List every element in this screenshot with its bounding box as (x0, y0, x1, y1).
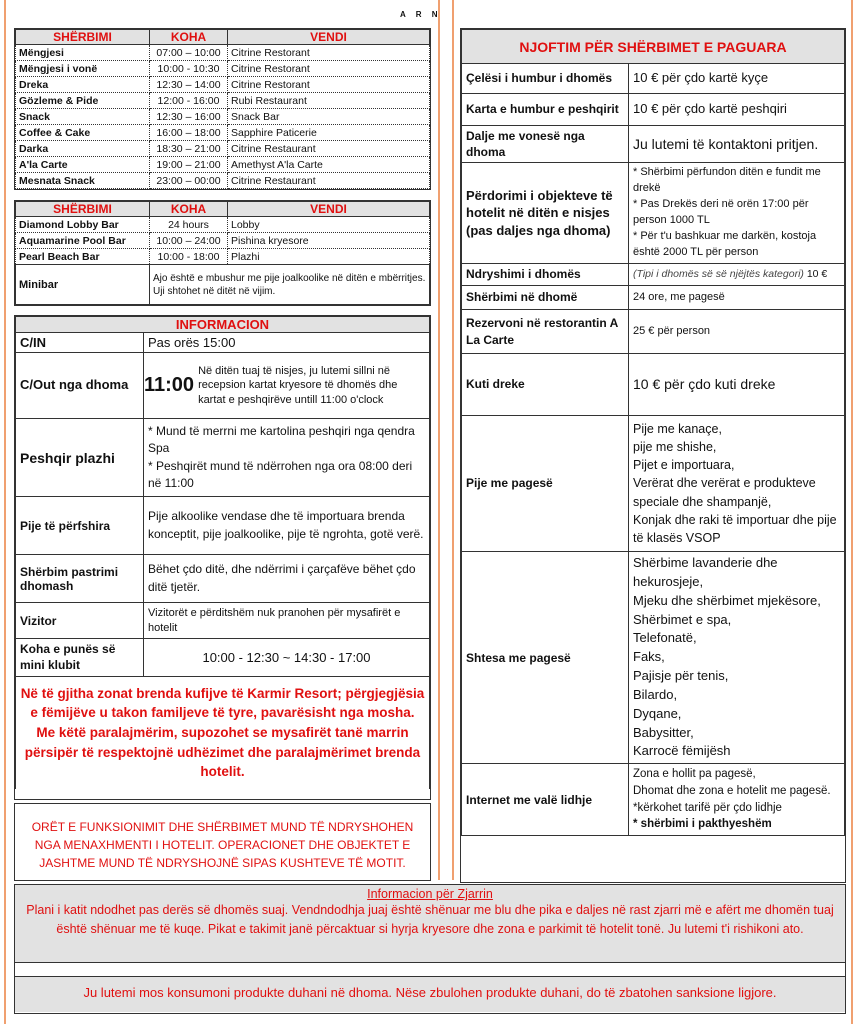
service-time: 12:30 – 14:00 (150, 77, 228, 93)
bar-schedule (14, 200, 431, 306)
paid-service-value (629, 94, 845, 126)
beach-towel-text: * Mund të merrni me kartolina peshqiri nga qendra Spa * Peshqirët mund të ndërrohen nga ora 08:00 deri në 11:00 (144, 419, 430, 497)
left-border-line (4, 0, 6, 1024)
visitor-label: Vizitor (16, 603, 144, 639)
schedule-row (16, 173, 430, 189)
paid-service-label: Dalje me vonesë nga dhoma (462, 126, 629, 163)
service-name: Aquamarine Pool Bar (16, 233, 150, 249)
service-place: Snack Bar (228, 109, 430, 125)
paid-service-label: Rezervoni në restorantin A La Carte (462, 310, 629, 354)
schedule-row (16, 109, 430, 125)
center-left-line (438, 0, 440, 880)
paid-service-row (462, 126, 845, 163)
paid-services-title: NJOFTIM PËR SHËRBIMET E PAGUARA (462, 30, 845, 64)
col-service: SHËRBIMI (16, 30, 150, 45)
paid-service-value (629, 163, 845, 264)
col-service: SHËRBIMI (16, 202, 150, 217)
right-border-line (851, 0, 853, 1024)
paid-service-label: Shtesa me pagesë (462, 552, 629, 764)
information-box (14, 315, 431, 800)
schedule-row (16, 141, 430, 157)
paid-service-text: 10 € për çdo kuti dreke (633, 376, 776, 393)
fire-info-title: Informacion për Zjarrin (367, 887, 493, 901)
room-change-price: 10 € (803, 267, 828, 280)
schedule-row (16, 233, 430, 249)
corner-code: A R N (400, 10, 442, 19)
paid-service-row (462, 94, 845, 126)
miniclub-label: Koha e punës së mini klubit (16, 639, 144, 677)
service-place: Citrine Restaurant (228, 141, 430, 157)
paid-service-row (462, 163, 845, 264)
room-change-note: (Tipi i dhomës së së njëjtës kategori) (633, 267, 804, 280)
paid-service-row (462, 354, 845, 416)
service-time: 19:00 – 21:00 (150, 157, 228, 173)
service-time: 10:00 – 24:00 (150, 233, 228, 249)
service-place: Rubi Restaurant (228, 93, 430, 109)
paid-service-label: Shërbimi në dhomë (462, 286, 629, 310)
service-time: 12:00 - 16:00 (150, 93, 228, 109)
service-name: Mesnata Snack (16, 173, 150, 189)
paid-service-row (462, 310, 845, 354)
service-place: Citrine Restorant (228, 61, 430, 77)
paid-service-row (462, 286, 845, 310)
paid-service-text: 24 ore, me pagesë (633, 290, 725, 303)
tobacco-warning: Ju lutemi mos konsumoni produkte duhani në dhoma. Nëse zbulohen produkte duhani, do të zbatohen sanksione ligjore. (15, 977, 845, 1012)
cleaning-text: Bëhet çdo ditë, dhe ndërrimi i çarçafëve bëhet çdo ditë tjetër. (144, 555, 430, 603)
schedule-row (16, 125, 430, 141)
paid-service-value (629, 310, 845, 354)
paid-service-label: Ndryshimi i dhomës (462, 264, 629, 286)
hours-notice: ORËT E FUNKSIONIMIT DHE SHËRBIMET MUND TË NDRYSHOHEN NGA MENAXHMENTI I HOTELIT. OPERACIONET DHE OBJEKTET E JASHTME MUND TË NDRYSHOJNË SIPAS KUSHTEVE TË MOTIT. (14, 803, 431, 881)
included-drinks-text: Pije alkoolike vendase dhe të importuara brenda konceptit, pije joalkoolike, pije të ngrohta, gotë verë. (144, 497, 430, 555)
schedule-row (16, 249, 430, 265)
schedule-row (16, 217, 430, 233)
paid-service-value (629, 286, 845, 310)
paid-service-label: Çelësi i humbur i dhomës (462, 64, 629, 94)
paid-service-value (629, 764, 845, 836)
service-place: Citrine Restorant (228, 77, 430, 93)
minibar-text: Ajo është e mbushur me pije joalkoolike në ditën e mbërritjes. Uji shtohet në ditët në vijim. (150, 265, 430, 305)
paid-service-value (629, 126, 845, 163)
service-time: 24 hours (150, 217, 228, 233)
visitor-text: Vizitorët e përditshëm nuk pranohen për mysafirët e hotelit (144, 603, 430, 639)
service-name: Dreka (16, 77, 150, 93)
miniclub-text: 10:00 - 12:30 ~ 14:30 - 17:00 (144, 639, 430, 677)
service-name: Diamond Lobby Bar (16, 217, 150, 233)
service-name: Pearl Beach Bar (16, 249, 150, 265)
service-name: Darka (16, 141, 150, 157)
paid-service-value (629, 354, 845, 416)
paid-service-label: Internet me valë lidhje (462, 764, 629, 836)
checkout-text: Në ditën tuaj të nisjes, ju lutemi sillni në recepsion kartat kryesore të dhomës dhe kartat e peshqirëve untill 11:00 o'clock (198, 365, 398, 406)
service-place: Lobby (228, 217, 430, 233)
checkout-time: 11:00 (144, 373, 195, 396)
service-name: Snack (16, 109, 150, 125)
service-name: A'la Carte (16, 157, 150, 173)
beach-towel-label: Peshqir plazhi (16, 419, 144, 497)
service-name: Mëngjesi i vonë (16, 61, 150, 77)
schedule-row (16, 157, 430, 173)
service-time: 23:00 – 00:00 (150, 173, 228, 189)
paid-service-text: 10 € për çdo kartë peshqiri (633, 101, 787, 117)
service-time: 10:00 - 10:30 (150, 61, 228, 77)
paid-service-text: Shërbime lavanderie dhe hekurosjeje, Mjeku dhe shërbimet mjekësore, Shërbimet e spa, Telefonatë, Faks, Pajisje për tenis, Bilardo, Dyqane, Babysitter, Karrocë fëmijësh (633, 555, 821, 759)
paid-service-label: Pije me pagesë (462, 416, 629, 552)
fire-info-text: Plani i katit ndodhet pas derës së dhomës suaj. Vendndodhja juaj është shënuar me blu dhe pika e daljes në rast zjarri më e afërt me dhomën tuaj është shënuar me të kuqe. Pikat e takimit janë përcaktuar si hyrja kryesore dhe zona e parkimit të hotelit tonë. Ju lutemi t'i rishikoni ato. (26, 903, 834, 937)
paid-service-text: Zona e hollit pa pagesë, Dhomat dhe zona e hotelit me pagesë. *kërkohet tarifë për çdo lidhje (633, 768, 831, 814)
col-time: KOHA (150, 202, 228, 217)
paid-service-value (629, 64, 845, 94)
schedule-row (16, 77, 430, 93)
schedule-row (16, 45, 430, 61)
checkin-value: Pas orës 15:00 (144, 333, 430, 353)
service-place: Pishina kryesore (228, 233, 430, 249)
center-right-line (452, 0, 454, 880)
col-time: KOHA (150, 30, 228, 45)
col-place: VENDI (228, 30, 430, 45)
service-time: 10:00 - 18:00 (150, 249, 228, 265)
checkout-label: C/Out nga dhoma (16, 353, 144, 419)
info-title: INFORMACION (16, 317, 430, 333)
paid-services-box (460, 28, 846, 883)
paid-service-value (629, 552, 845, 764)
schedule-row (16, 93, 430, 109)
paid-service-value (629, 264, 845, 286)
paid-service-label: Kuti dreke (462, 354, 629, 416)
paid-service-row (462, 764, 845, 836)
minibar-label: Minibar (16, 265, 150, 305)
service-name: Mëngjesi (16, 45, 150, 61)
included-drinks-label: Pije të përfshira (16, 497, 144, 555)
paid-service-text: Pije me kanaçe, pije me shishe, Pijet e importuara, Verërat dhe verërat e produkteve speciale dhe shampanjë, Konjak dhe raki të importuar dhe pije të klasës VSOP (633, 422, 837, 545)
service-name: Coffee & Cake (16, 125, 150, 141)
paid-service-text: * Shërbimi përfundon ditën e fundit me drekë * Pas Drekës deri në orën 17:00 për person 1000 TL * Për t'u bashkuar me darkën, kostoja është 2000 TL për person (633, 166, 821, 259)
service-place: Citrine Restorant (228, 45, 430, 61)
service-time: 18:30 – 21:00 (150, 141, 228, 157)
service-time: 07:00 – 10:00 (150, 45, 228, 61)
paid-service-row (462, 64, 845, 94)
paid-service-row (462, 416, 845, 552)
service-time: 16:00 – 18:00 (150, 125, 228, 141)
checkin-label: C/IN (16, 333, 144, 353)
paid-service-label: Përdorimi i objekteve të hotelit në ditën e nisjes (pas daljes nga dhoma) (462, 163, 629, 264)
service-name: Gözleme & Pide (16, 93, 150, 109)
non-refundable-note: * shërbimi i pakthyeshëm (633, 818, 772, 831)
restaurant-schedule (14, 28, 431, 190)
paid-service-value (629, 416, 845, 552)
service-place: Citrine Restaurant (228, 173, 430, 189)
child-safety-warning: Në të gjitha zonat brenda kufijve të Karmir Resort; përgjegjësia e fëmijëve u takon familjeve të tyre, pavarësisht nga mosha. Me këtë paralajmërim, supozohet se mysafirët tanë marrin përsipër të respektojnë udhëzimet dhe paralajmërimet brenda hotelit. (16, 677, 430, 789)
service-place: Sapphire Paticerie (228, 125, 430, 141)
service-time: 12:30 – 16:00 (150, 109, 228, 125)
paid-service-text: 10 € për çdo kartë kyçe (633, 70, 769, 86)
schedule-row (16, 61, 430, 77)
fire-info-box (14, 884, 846, 1014)
paid-service-row (462, 264, 845, 286)
paid-service-text: 25 € për person (633, 324, 711, 337)
cleaning-label: Shërbim pastrimi dhomash (16, 555, 144, 603)
paid-service-label: Karta e humbur e peshqirit (462, 94, 629, 126)
col-place: VENDI (228, 202, 430, 217)
service-place: Plazhi (228, 249, 430, 265)
paid-service-row (462, 552, 845, 764)
paid-service-text: Ju lutemi të kontaktoni pritjen. (633, 136, 819, 153)
service-place: Amethyst A'la Carte (228, 157, 430, 173)
